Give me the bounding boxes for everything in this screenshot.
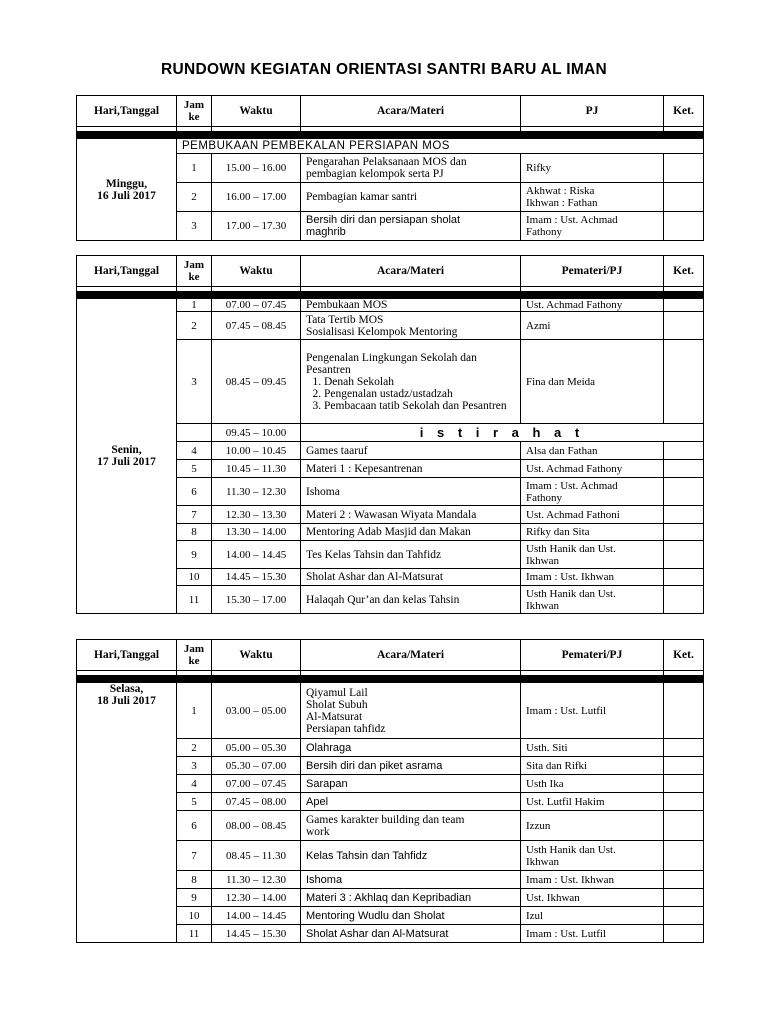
row-number: 5 (177, 460, 212, 478)
row-ket (664, 478, 704, 506)
header-waktu: Waktu (212, 96, 301, 127)
row-time: 07.45 – 08.00 (212, 793, 301, 811)
day-cell: Selasa, 18 Juli 2017 (77, 683, 177, 943)
row-pj: Azmi (521, 312, 664, 340)
row-number: 1 (177, 299, 212, 312)
row-ket (664, 460, 704, 478)
row-time: 17.00 – 17.30 (212, 212, 301, 241)
row-time: 12.30 – 14.00 (212, 889, 301, 907)
row-time: 05.00 – 05.30 (212, 739, 301, 757)
row-ket (664, 757, 704, 775)
row-time: 03.00 – 05.00 (212, 683, 301, 739)
header-day: Hari,Tanggal (77, 256, 177, 287)
row-activity: Sholat Ashar dan Al-Matsurat (301, 569, 521, 586)
row-activity: Materi 1 : Kepesantrenan (301, 460, 521, 478)
row-ket (664, 739, 704, 757)
row-activity: Olahraga (301, 739, 521, 757)
row-pj: Usth Hanik dan Ust. Ikhwan (521, 586, 664, 614)
header-jam: Jam ke (177, 256, 212, 287)
row-activity: Ishoma (301, 871, 521, 889)
row-ket (664, 871, 704, 889)
section-row (77, 139, 704, 154)
row-activity: Pengarahan Pelaksanaan MOS dan pembagian kelompok serta PJ (301, 154, 521, 183)
row-time: 11.30 – 12.30 (212, 871, 301, 889)
row-number: 10 (177, 907, 212, 925)
row-activity: Bersih diri dan persiapan sholat maghrib (301, 212, 521, 241)
row-ket (664, 312, 704, 340)
row-pj: Izzun (521, 811, 664, 841)
header-row (77, 96, 704, 127)
header-jam: Jam ke (177, 96, 212, 127)
header-ket: Ket. (664, 96, 704, 127)
row-number: 11 (177, 925, 212, 943)
row-activity: Mentoring Wudlu dan Sholat (301, 907, 521, 925)
row-number: 2 (177, 312, 212, 340)
row-activity: Apel (301, 793, 521, 811)
row-number: 8 (177, 871, 212, 889)
row-ket (664, 775, 704, 793)
row-time: 08.45 – 09.45 (212, 340, 301, 424)
row-pj: Imam : Ust. Lutfil (521, 683, 664, 739)
header-ket: Ket. (664, 640, 704, 671)
row-time: 08.00 – 08.45 (212, 811, 301, 841)
row-number: 7 (177, 841, 212, 871)
row-number: 1 (177, 683, 212, 739)
schedule-day-1 (76, 95, 703, 241)
row-number: 4 (177, 442, 212, 460)
table-row (77, 683, 704, 739)
row-activity: Pembagian kamar santri (301, 183, 521, 212)
row-time: 05.30 – 07.00 (212, 757, 301, 775)
row-number: 3 (177, 757, 212, 775)
row-pj: Imam : Ust. Achmad Fathony (521, 212, 664, 241)
header-waktu: Waktu (212, 640, 301, 671)
row-pj: Alsa dan Fathan (521, 442, 664, 460)
row-time: 07.00 – 07.45 (212, 299, 301, 312)
row-activity: Tata Tertib MOS Sosialisasi Kelompok Mentoring (301, 312, 521, 340)
row-time: 16.00 – 17.00 (212, 183, 301, 212)
header-ket: Ket. (664, 256, 704, 287)
row-ket (664, 907, 704, 925)
header-divider (77, 676, 704, 683)
row-number: 8 (177, 524, 212, 541)
row-pj: Rifky (521, 154, 664, 183)
row-pj: Ust. Ikhwan (521, 889, 664, 907)
schedule-table-sunday (76, 95, 704, 241)
row-number: 4 (177, 775, 212, 793)
row-activity: Sarapan (301, 775, 521, 793)
row-number: 3 (177, 340, 212, 424)
section-title: PEMBUKAAN PEMBEKALAN PERSIAPAN MOS (177, 139, 704, 154)
row-activity: Materi 2 : Wawasan Wiyata Mandala (301, 506, 521, 524)
row-pj: Ust. Achmad Fathony (521, 299, 664, 312)
row-number: 5 (177, 793, 212, 811)
table-row (77, 299, 704, 312)
header-pj: Pemateri/PJ (521, 640, 664, 671)
schedule-table-monday (76, 255, 704, 614)
list-item: 3. Pembacaan tatib Sekolah dan Pesantren (324, 400, 515, 412)
row-activity: Pembukaan MOS (301, 299, 521, 312)
row-time: 14.00 – 14.45 (212, 541, 301, 569)
list-item: 2. Pengenalan ustadz/ustadzah (324, 388, 515, 400)
row-time: 14.00 – 14.45 (212, 907, 301, 925)
row-time: 15.00 – 16.00 (212, 154, 301, 183)
header-day: Hari,Tanggal (77, 640, 177, 671)
row-pj: Usth Hanik dan Ust. Ikhwan (521, 541, 664, 569)
row-ket (664, 811, 704, 841)
row-ket (664, 586, 704, 614)
row-number: 2 (177, 739, 212, 757)
row-number: 9 (177, 889, 212, 907)
row-time: 15.30 – 17.00 (212, 586, 301, 614)
row-ket (664, 442, 704, 460)
break-label: i s t i r a h a t (301, 424, 704, 442)
day-cell: Senin, 17 Juli 2017 (77, 299, 177, 614)
row-time: 07.45 – 08.45 (212, 312, 301, 340)
row-ket (664, 212, 704, 241)
row-time: 12.30 – 13.30 (212, 506, 301, 524)
header-waktu: Waktu (212, 256, 301, 287)
row-time: 07.00 – 07.45 (212, 775, 301, 793)
row-ket (664, 506, 704, 524)
row-time: 08.45 – 11.30 (212, 841, 301, 871)
row-number: 9 (177, 541, 212, 569)
page-title: RUNDOWN KEGIATAN ORIENTASI SANTRI BARU AL IMAN (160, 61, 608, 78)
row-pj: Usth Hanik dan Ust. Ikhwan (521, 841, 664, 871)
row-ket (664, 299, 704, 312)
header-acara: Acara/Materi (301, 96, 521, 127)
row-number: 3 (177, 212, 212, 241)
schedule-day-2 (76, 255, 703, 614)
row-number: 10 (177, 569, 212, 586)
header-jam: Jam ke (177, 640, 212, 671)
row-time: 14.45 – 15.30 (212, 569, 301, 586)
row-number: 2 (177, 183, 212, 212)
row-pj: Rifky dan Sita (521, 524, 664, 541)
header-acara: Acara/Materi (301, 256, 521, 287)
row-activity: Materi 3 : Akhlaq dan Kepribadian (301, 889, 521, 907)
row-activity: Bersih diri dan piket asrama (301, 757, 521, 775)
row-number: 6 (177, 478, 212, 506)
row-activity: Tes Kelas Tahsin dan Tahfidz (301, 541, 521, 569)
row-time: 11.30 – 12.30 (212, 478, 301, 506)
row-activity: Mentoring Adab Masjid dan Makan (301, 524, 521, 541)
row-ket (664, 340, 704, 424)
row-pj: Sita dan Rifki (521, 757, 664, 775)
row-ket (664, 524, 704, 541)
row-activity: Qiyamul Lail Sholat Subuh Al-Matsurat Persiapan tahfidz (301, 683, 521, 739)
row-activity: Sholat Ashar dan Al-Matsurat (301, 925, 521, 943)
row-ket (664, 889, 704, 907)
row-ket (664, 183, 704, 212)
row-activity: Games taaruf (301, 442, 521, 460)
row-time: 10.00 – 10.45 (212, 442, 301, 460)
row-ket (664, 925, 704, 943)
row-pj: Akhwat : Riska Ikhwan : Fathan (521, 183, 664, 212)
day-cell: Minggu, 16 Juli 2017 (77, 139, 177, 241)
row-time: 09.45 – 10.00 (212, 424, 301, 442)
row-time: 14.45 – 15.30 (212, 925, 301, 943)
header-pj: PJ (521, 96, 664, 127)
row-number: 11 (177, 586, 212, 614)
row-pj: Ust. Lutfil Hakim (521, 793, 664, 811)
row-activity: Games karakter building dan team work (301, 811, 521, 841)
row-pj: Imam : Ust. Ikhwan (521, 569, 664, 586)
row-time: 13.30 – 14.00 (212, 524, 301, 541)
row-pj: Ust. Achmad Fathoni (521, 506, 664, 524)
row-ket (664, 793, 704, 811)
header-row (77, 256, 704, 287)
row-number: 6 (177, 811, 212, 841)
row-ket (664, 841, 704, 871)
row-time: 10.45 – 11.30 (212, 460, 301, 478)
row-ket (664, 569, 704, 586)
row-ket (664, 541, 704, 569)
row-pj: Fina dan Meida (521, 340, 664, 424)
row-number (177, 424, 212, 442)
header-acara: Acara/Materi (301, 640, 521, 671)
row-activity: Pengenalan Lingkungan Sekolah dan Pesantren 1. Denah Sekolah 2. Pengenalan ustadz/ustadzah 3. Pembacaan tatib Sekolah dan Pesantren (301, 340, 521, 424)
header-divider (77, 132, 704, 139)
row-pj: Imam : Ust. Lutfil (521, 925, 664, 943)
header-day: Hari,Tanggal (77, 96, 177, 127)
row-pj: Imam : Ust. Ikhwan (521, 871, 664, 889)
row-number: 7 (177, 506, 212, 524)
row-activity: Kelas Tahsin dan Tahfidz (301, 841, 521, 871)
row-activity: Ishoma (301, 478, 521, 506)
row-pj: Izul (521, 907, 664, 925)
row-number: 1 (177, 154, 212, 183)
schedule-table-tuesday (76, 639, 704, 943)
row-ket (664, 154, 704, 183)
row-pj: Ust. Achmad Fathony (521, 460, 664, 478)
header-divider (77, 292, 704, 299)
schedule-day-3 (76, 639, 703, 943)
row-activity: Halaqah Qur’an dan kelas Tahsin (301, 586, 521, 614)
row-pj: Usth Ika (521, 775, 664, 793)
row-pj: Imam : Ust. Achmad Fathony (521, 478, 664, 506)
row-ket (664, 683, 704, 739)
header-pj: Pemateri/PJ (521, 256, 664, 287)
row-activity-list (306, 376, 515, 412)
row-pj: Usth. Siti (521, 739, 664, 757)
header-row (77, 640, 704, 671)
list-item: 1. Denah Sekolah (324, 376, 515, 388)
